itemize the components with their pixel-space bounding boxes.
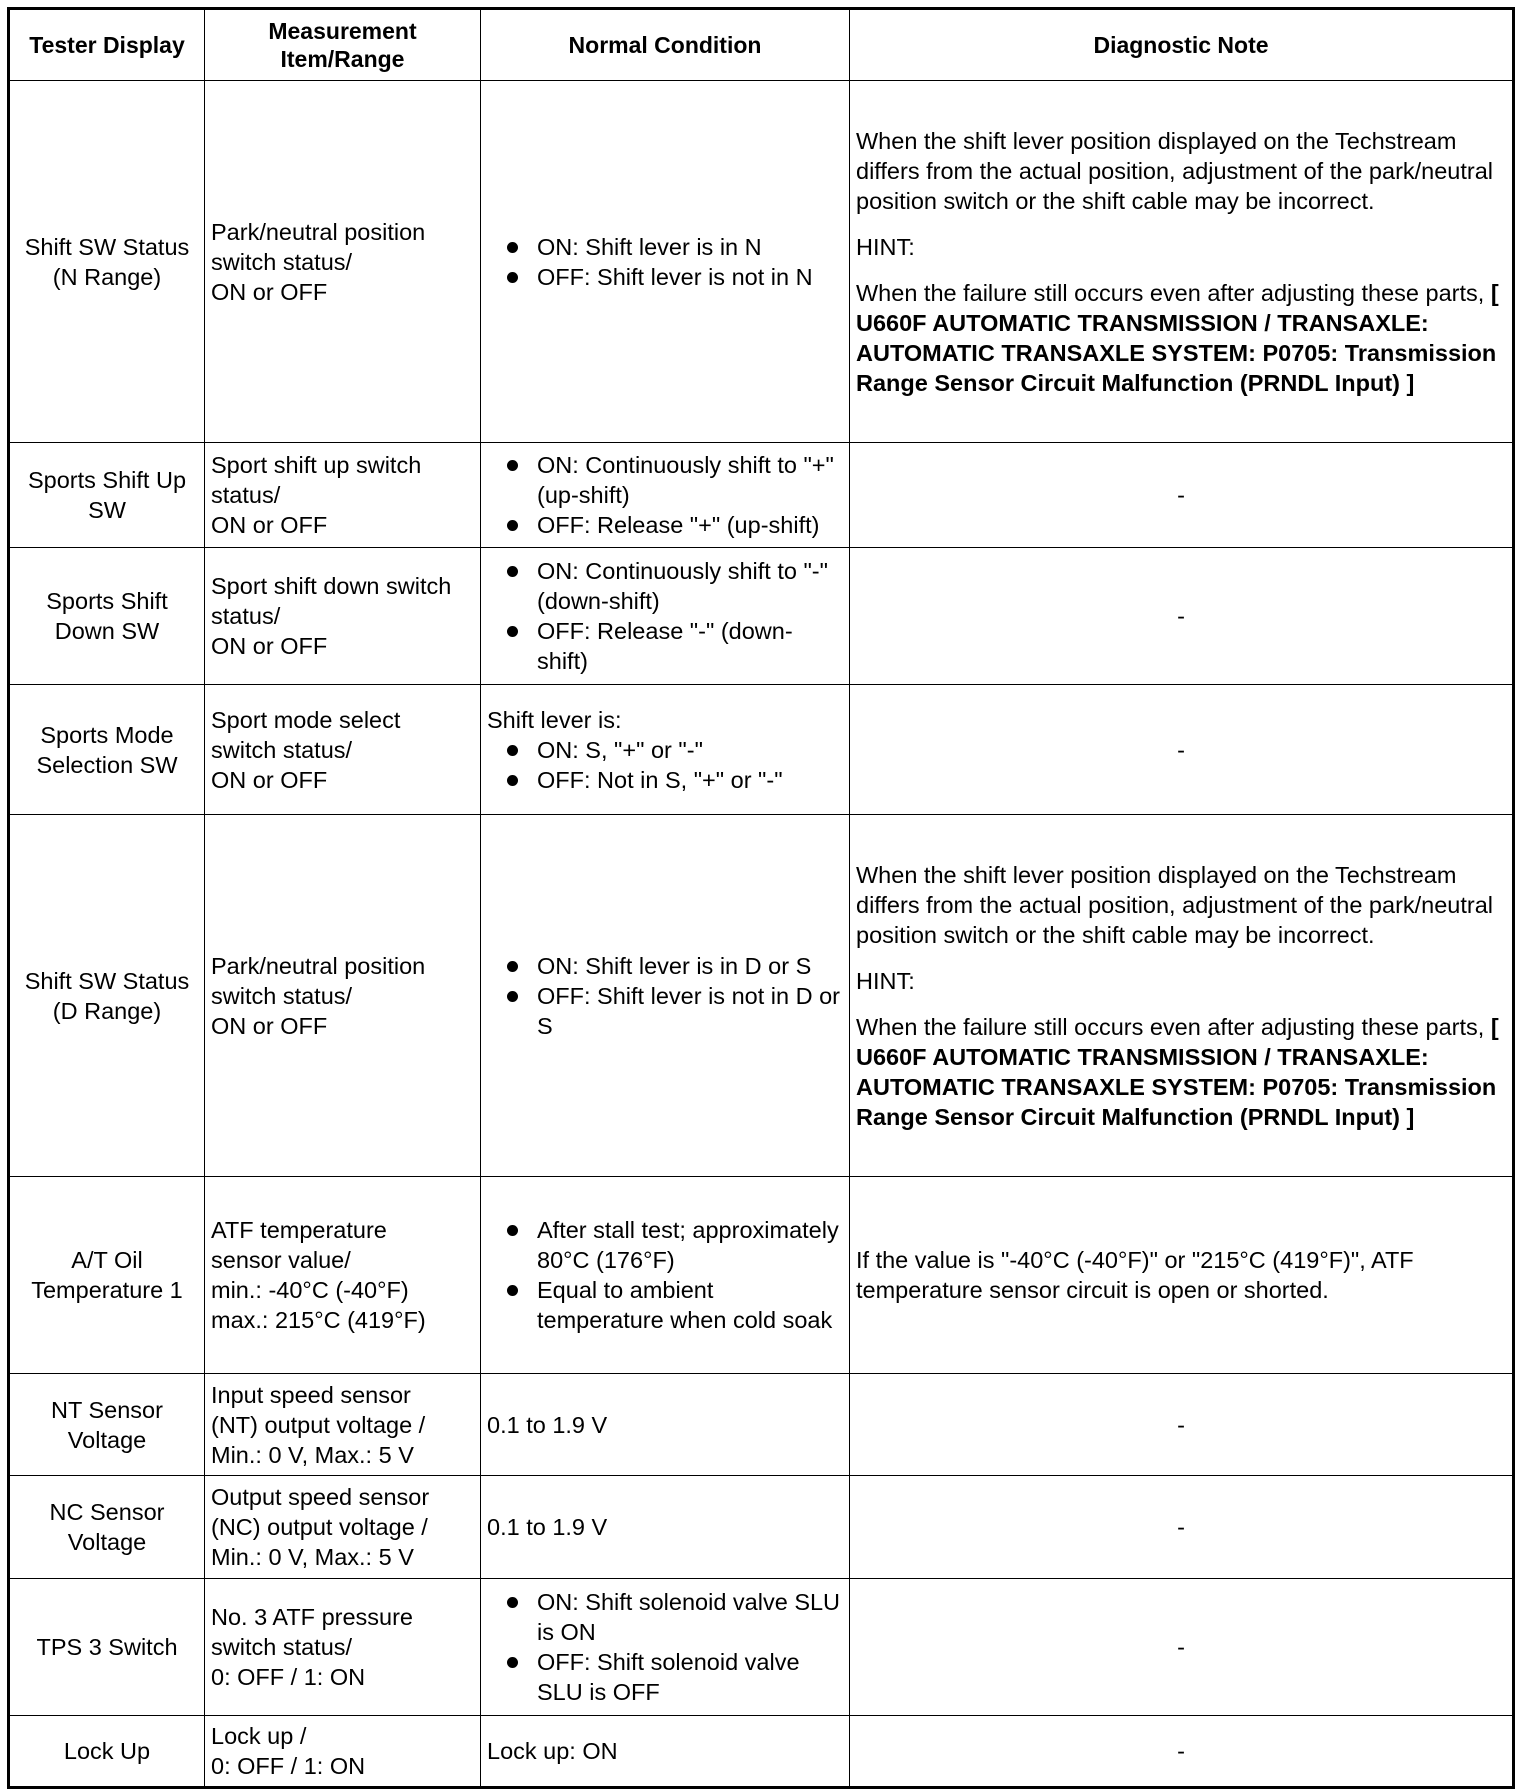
measurement-cell: No. 3 ATF pressure switch status/ 0: OFF / 1: ON [205,1579,481,1716]
list-item: OFF: Shift solenoid valve SLU is OFF [487,1647,843,1707]
tester-display-cell: A/T Oil Temperature 1 [9,1177,205,1374]
measurement-cell: Output speed sensor (NC) output voltage / Min.: 0 V, Max.: 5 V [205,1476,481,1579]
diagnostic-note-cell: - [850,1476,1514,1579]
normal-condition-cell: 0.1 to 1.9 V [481,1476,850,1579]
table-row [9,685,1514,815]
list-item: ON: Shift solenoid valve SLU is ON [487,1587,843,1647]
list-item: OFF: Shift lever is not in D or S [487,981,843,1041]
measurement-cell: Park/neutral position switch status/ ON or OFF [205,81,481,443]
list-item: ON: Continuously shift to "+" (up-shift) [487,450,843,510]
diagnostic-note-cell: When the shift lever position displayed on the Techstream differs from the actual position, adjustment of the park/neutral position switch or the shift cable may be incorrect. HINT: When the failure still occurs even after adjusting these parts, [ U660F AUTOMATIC TRANSMISSION / TRANSAXLE: AUTOMATIC TRANSAXLE SYSTEM: P0705: Transmission Range Sensor Circuit Malfunction (PRNDL Input) ] [850,81,1514,443]
tester-display-cell: Lock Up [9,1716,205,1788]
normal-condition-cell [481,81,850,443]
diagnostic-note-cell: - [850,1716,1514,1788]
table-row [9,1374,1514,1476]
tester-display-cell: NT Sensor Voltage [9,1374,205,1476]
measurement-cell: ATF temperature sensor value/ min.: -40°C (-40°F) max.: 215°C (419°F) [205,1177,481,1374]
list-item: OFF: Release "-" (down-shift) [487,616,843,676]
reference-link: [ U660F AUTOMATIC TRANSMISSION / TRANSAXLE: AUTOMATIC TRANSAXLE SYSTEM: P0705: Transmission Range Sensor Circuit Malfunction (PRNDL Input) ] [856,279,1499,396]
tester-display-cell: Shift SW Status (N Range) [9,81,205,443]
normal-condition-cell: 0.1 to 1.9 V [481,1374,850,1476]
list-item: ON: S, "+" or "-" [487,735,843,765]
tester-display-cell: Shift SW Status (D Range) [9,815,205,1177]
diagnostic-note-cell: If the value is "-40°C (-40°F)" or "215°C (419°F)", ATF temperature sensor circuit is open or shorted. [850,1177,1514,1374]
normal-condition-cell: Shift lever is: ON: S, "+" or "-" OFF: Not in S, "+" or "-" [481,685,850,815]
list-item: After stall test; approximately 80°C (176°F) [487,1215,843,1275]
normal-condition-cell [481,1177,850,1374]
list-item: ON: Shift lever is in D or S [487,951,843,981]
list-item: OFF: Not in S, "+" or "-" [487,765,843,795]
measurement-cell: Park/neutral position switch status/ ON or OFF [205,815,481,1177]
header-tester-display: Tester Display [9,9,205,81]
table-row [9,81,1514,443]
tester-display-cell: TPS 3 Switch [9,1579,205,1716]
list-item: Equal to ambient temperature when cold soak [487,1275,843,1335]
normal-condition-cell [481,815,850,1177]
tester-display-cell: NC Sensor Voltage [9,1476,205,1579]
list-item: OFF: Shift lever is not in N [487,262,843,292]
header-measurement: Measurement Item/Range [205,9,481,81]
header-normal-condition: Normal Condition [481,9,850,81]
measurement-cell: Sport shift up switch status/ ON or OFF [205,443,481,548]
diagnostic-note-cell: - [850,1579,1514,1716]
list-item: OFF: Release "+" (up-shift) [487,510,843,540]
measurement-cell: Input speed sensor (NT) output voltage / Min.: 0 V, Max.: 5 V [205,1374,481,1476]
header-diagnostic-note: Diagnostic Note [850,9,1514,81]
header-row [9,9,1514,81]
table-row [9,1476,1514,1579]
table-row [9,1177,1514,1374]
measurement-cell: Lock up / 0: OFF / 1: ON [205,1716,481,1788]
table-row [9,815,1514,1177]
list-item: ON: Continuously shift to "-" (down-shift) [487,556,843,616]
diagnostic-note-cell: - [850,685,1514,815]
table-row [9,443,1514,548]
tester-display-cell: Sports Mode Selection SW [9,685,205,815]
diagnostic-note-cell: - [850,548,1514,685]
normal-condition-cell: Lock up: ON [481,1716,850,1788]
measurement-cell: Sport shift down switch status/ ON or OFF [205,548,481,685]
diagnostic-note-cell: - [850,443,1514,548]
table-row [9,548,1514,685]
table-row [9,1716,1514,1788]
measurement-cell: Sport mode select switch status/ ON or OFF [205,685,481,815]
normal-condition-cell [481,548,850,685]
tester-display-cell: Sports Shift Up SW [9,443,205,548]
reference-link: [ U660F AUTOMATIC TRANSMISSION / TRANSAXLE: AUTOMATIC TRANSAXLE SYSTEM: P0705: Transmission Range Sensor Circuit Malfunction (PRNDL Input) ] [856,1013,1499,1130]
list-item: ON: Shift lever is in N [487,232,843,262]
table-row [9,1579,1514,1716]
normal-condition-cell [481,443,850,548]
diagnostic-note-cell: - [850,1374,1514,1476]
data-list-table [7,7,1515,1789]
tester-display-cell: Sports Shift Down SW [9,548,205,685]
normal-condition-cell [481,1579,850,1716]
diagnostic-note-cell: When the shift lever position displayed on the Techstream differs from the actual position, adjustment of the park/neutral position switch or the shift cable may be incorrect. HINT: When the failure still occurs even after adjusting these parts, [ U660F AUTOMATIC TRANSMISSION / TRANSAXLE: AUTOMATIC TRANSAXLE SYSTEM: P0705: Transmission Range Sensor Circuit Malfunction (PRNDL Input) ] [850,815,1514,1177]
